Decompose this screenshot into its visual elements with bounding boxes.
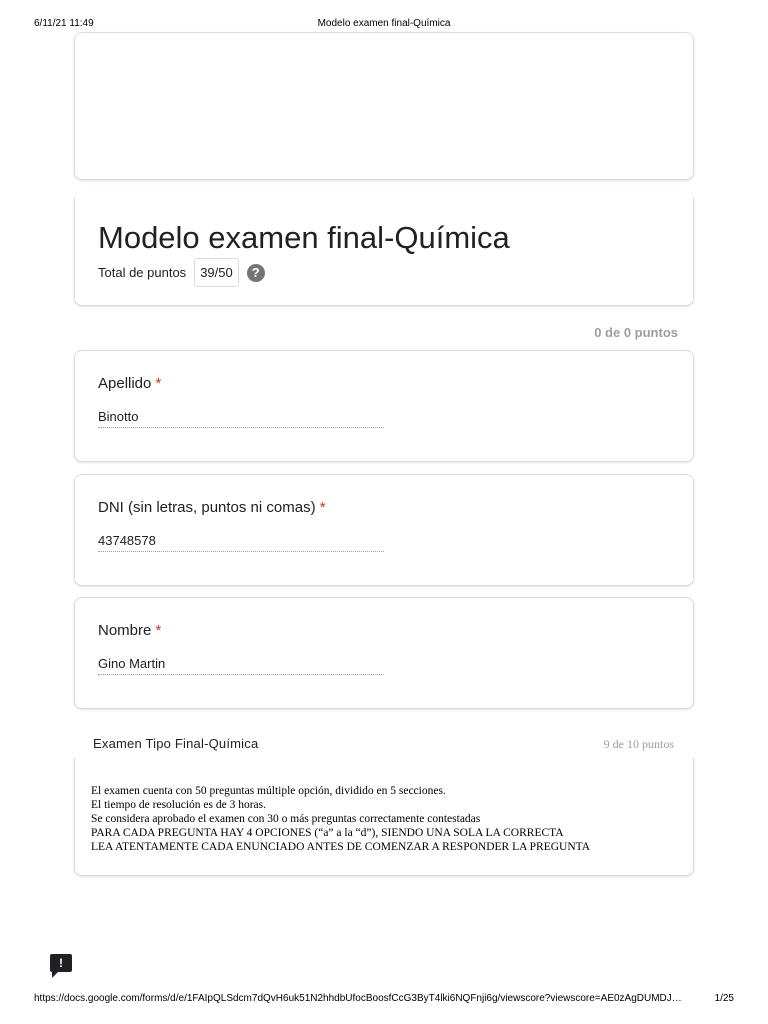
- feedback-icon[interactable]: !: [50, 954, 72, 972]
- description-line: El examen cuenta con 50 preguntas múltiple opción, dividido en 5 secciones.: [91, 785, 446, 797]
- print-page-number: 1/25: [714, 993, 734, 1004]
- form-title: Modelo examen final-Química: [98, 220, 510, 255]
- total-score-value: 39/50: [194, 258, 239, 287]
- exam-description: [91, 784, 590, 854]
- answer-dni: 43748578: [98, 533, 384, 552]
- help-icon[interactable]: ?: [247, 264, 265, 282]
- exam-section-description-card: [74, 758, 694, 876]
- section-points: 0 de 0 puntos: [594, 325, 678, 340]
- answer-nombre: Gino Martin: [98, 656, 384, 675]
- question-card-apellido: [74, 350, 694, 462]
- answer-apellido: Binotto: [98, 409, 384, 428]
- question-label: Nombre *: [98, 622, 162, 639]
- description-line: LEA ATENTAMENTE CADA ENUNCIADO ANTES DE COMENZAR A RESPONDER LA PREGUNTA: [91, 841, 591, 853]
- required-mark: *: [319, 499, 326, 516]
- form-title-card: [74, 192, 694, 306]
- print-doc-title: Modelo examen final-Química: [317, 18, 451, 29]
- required-mark: *: [155, 375, 162, 392]
- exam-section-points: 9 de 10 puntos: [603, 737, 674, 751]
- print-datetime: 6/11/21 11:49: [34, 18, 94, 29]
- question-card-nombre: [74, 597, 694, 709]
- question-card-dni: [74, 474, 694, 586]
- print-header: [34, 18, 734, 32]
- description-line: PARA CADA PREGUNTA HAY 4 OPCIONES (“a” a la “d”), SIENDO UNA SOLA LA CORRECTA: [91, 827, 564, 839]
- total-score-label: Total de puntos: [98, 265, 187, 280]
- question-label: DNI (sin letras, puntos ni comas) *: [98, 499, 326, 516]
- required-mark: *: [155, 622, 162, 639]
- total-score-row: [98, 258, 265, 287]
- description-line: El tiempo de resolución es de 3 horas.: [91, 799, 267, 811]
- exam-section-title: Examen Tipo Final-Química: [93, 736, 259, 751]
- print-url: https://docs.google.com/forms/d/e/1FAIpQLSdcm7dQvH6uk51N2hhdbUfocBoosfCcG3ByT4lki6NQFnji6g/viewscore?viewscore=AE0zAgDUMDJ…: [34, 993, 682, 1004]
- description-line: Se considera aprobado el examen con 30 o más preguntas correctamente contestadas: [91, 813, 481, 825]
- question-label: Apellido *: [98, 375, 162, 392]
- header-image-card: [74, 32, 694, 180]
